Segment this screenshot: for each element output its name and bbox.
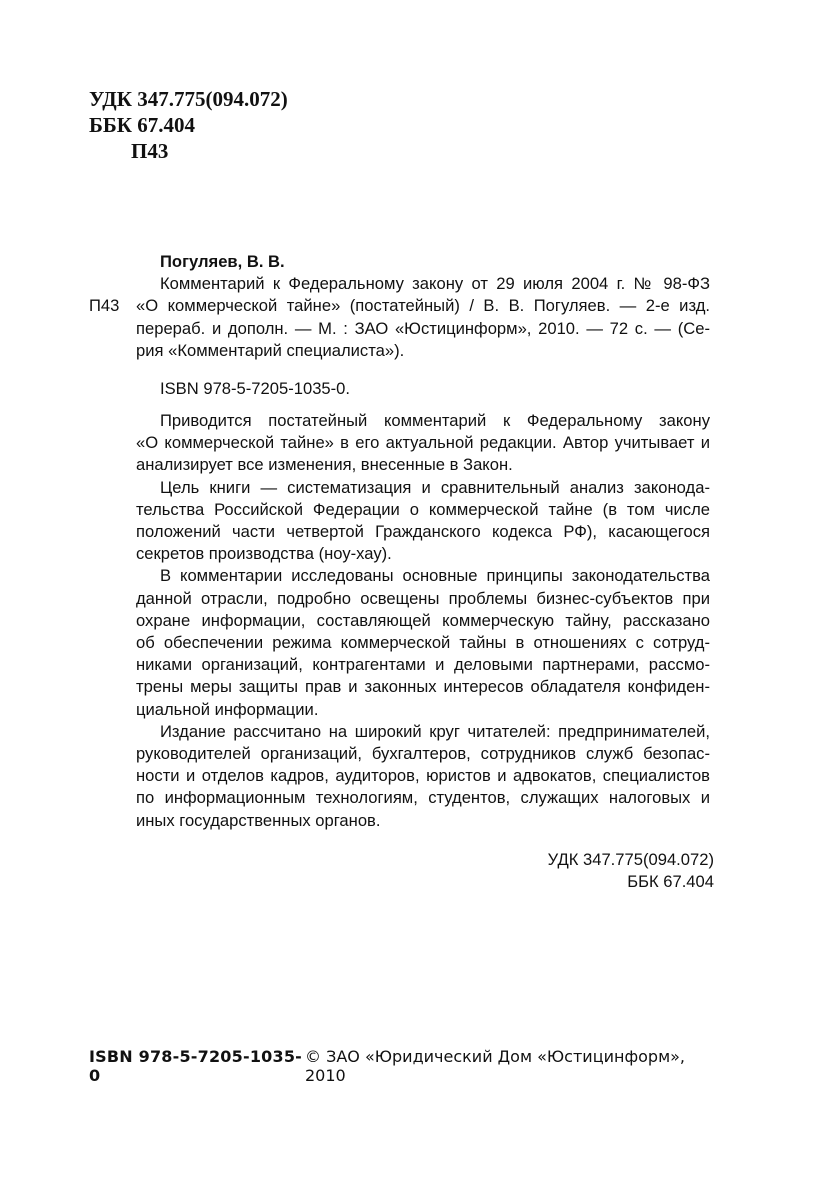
annotation-line: Цель книги — систематизация и сравнительный анализ законода-	[160, 477, 710, 497]
annotation-line: по информационным технологиям, студентов, служащих налоговых и	[136, 788, 710, 808]
annotation-line: секретов производства (ноу-хау).	[136, 544, 392, 564]
bottom-bbk-code: ББК 67.404	[627, 872, 714, 892]
annotation-line: охране информации, составляющей коммерческую тайну, рассказано	[136, 610, 710, 630]
entry-line: перераб. и дополн. — М. : ЗАО «Юстицинформ», 2010. — 72 с. — (Се-	[136, 318, 710, 338]
annotation-line: циальной информации.	[136, 699, 319, 719]
bottom-classification-codes	[548, 849, 714, 893]
annotation-line: положений части четвертой Гражданского кодекса РФ), касающегося	[136, 522, 710, 542]
bbk-code: ББК 67.404	[89, 113, 195, 137]
entry-isbn: ISBN 978-5-7205-1035-0.	[160, 379, 351, 399]
footer	[89, 1047, 715, 1085]
annotation-line: иных государственных органов.	[136, 810, 381, 830]
annotation-paragraph	[136, 565, 710, 720]
annotation-line: анализирует все изменения, внесенные в Закон.	[136, 455, 513, 475]
top-classification-codes	[89, 86, 288, 164]
author-mark: П43	[131, 139, 169, 163]
annotation-paragraph	[136, 410, 710, 477]
annotation-line: В комментарии исследованы основные принципы законодательства	[160, 566, 710, 586]
annotation	[136, 410, 710, 832]
annotation-line: Приводится постатейный комментарий к Федеральному закону	[160, 411, 710, 430]
annotation-line: ности и отделов кадров, аудиторов, юристов и адвокатов, специалистов	[136, 766, 710, 786]
annotation-line: Издание рассчитано на широкий круг читателей: предпринимателей,	[160, 721, 710, 741]
entry-author: Погуляев, В. В.	[160, 252, 285, 271]
annotation-line: трены меры защиты прав и законных интересов обладателя конфиден-	[136, 677, 710, 697]
annotation-line: данной отрасли, подробно освещены проблемы бизнес-субъектов при	[136, 588, 710, 608]
copyright-notice: © ЗАО «Юридический Дом «Юстицинформ», 2010	[304, 1047, 686, 1085]
annotation-paragraph	[136, 721, 710, 832]
annotation-line: руководителей организаций, бухгалтеров, сотрудников служб безопас-	[136, 744, 710, 764]
entry-line: рия «Комментарий специалиста»).	[136, 340, 405, 360]
entry-line: Комментарий к Федеральному закону от 29 июля 2004 г. № 98-ФЗ	[160, 274, 710, 294]
bibliographic-entry	[136, 251, 710, 400]
annotation-line: тельства Российской Федерации о коммерческой тайне (в том числе	[136, 499, 710, 519]
footer-isbn: ISBN 978-5-7205-1035-0	[89, 1047, 302, 1085]
annotation-line: никами организаций, контрагентами и деловыми партнерами, рассмо-	[136, 655, 710, 675]
entry-line: «О коммерческой тайне» (постатейный) / В. В. Погуляев. — 2-е изд.	[136, 296, 710, 316]
annotation-line: «О коммерческой тайне» в его актуальной редакции. Автор учитывает и	[136, 433, 710, 453]
annotation-line: об обеспечении режима коммерческой тайны в отношениях с сотруд-	[136, 633, 710, 653]
bottom-udk-code: УДК 347.775(094.072)	[547, 850, 714, 869]
entry-author-mark: П43	[89, 296, 120, 315]
annotation-paragraph	[136, 477, 710, 566]
udk-code: УДК 347.775(094.072)	[89, 87, 288, 111]
